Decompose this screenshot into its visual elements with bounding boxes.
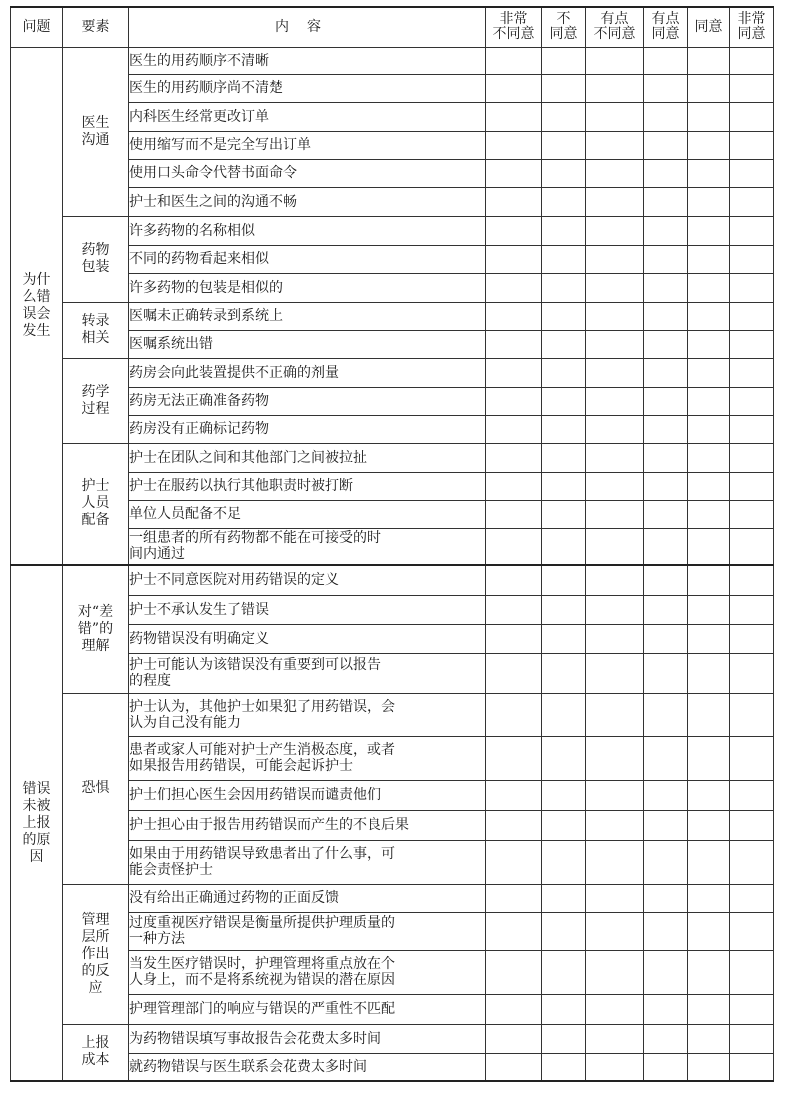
rating-cell-disagree[interactable] [542, 245, 586, 273]
item-text: 医生的用药顺序不清晰 [129, 47, 486, 74]
rating-cell-somewhat-disagree[interactable] [586, 187, 644, 216]
rating-cell-somewhat-disagree[interactable] [586, 131, 644, 159]
rating-cell-somewhat-agree[interactable] [644, 102, 688, 131]
rating-cell-agree[interactable] [688, 912, 730, 950]
rating-cell-somewhat-disagree[interactable] [586, 884, 644, 912]
rating-cell-agree[interactable] [688, 273, 730, 302]
table-row [11, 443, 774, 472]
survey-body [11, 47, 774, 1081]
header-rating-disagree: 不 同意 [542, 7, 586, 47]
rating-cell-agree[interactable] [688, 358, 730, 387]
rating-cell-somewhat-agree[interactable] [644, 273, 688, 302]
rating-cell-strongly-agree[interactable] [730, 884, 774, 912]
rating-cell-somewhat-disagree[interactable] [586, 358, 644, 387]
factor-cell: 管理 层所 作出 的反 应 [63, 884, 129, 1024]
rating-cell-somewhat-disagree[interactable] [586, 994, 644, 1024]
rating-cell-somewhat-agree[interactable] [644, 415, 688, 443]
item-text: 医嘱未正确转录到系统上 [129, 302, 486, 330]
rating-cell-disagree[interactable] [542, 500, 586, 528]
rating-cell-strongly-disagree[interactable] [486, 1053, 542, 1081]
rating-cell-strongly-disagree[interactable] [486, 500, 542, 528]
rating-cell-strongly-agree[interactable] [730, 302, 774, 330]
rating-cell-strongly-disagree[interactable] [486, 47, 542, 74]
item-text: 没有给出正确通过药物的正面反馈 [129, 884, 486, 912]
rating-cell-disagree[interactable] [542, 595, 586, 624]
table-row [11, 1024, 774, 1053]
rating-cell-somewhat-disagree[interactable] [586, 443, 644, 472]
rating-cell-agree[interactable] [688, 500, 730, 528]
factor-cell: 上报 成本 [63, 1024, 129, 1081]
rating-cell-disagree[interactable] [542, 912, 586, 950]
rating-cell-strongly-agree[interactable] [730, 500, 774, 528]
rating-cell-strongly-disagree[interactable] [486, 994, 542, 1024]
rating-cell-strongly-agree[interactable] [730, 693, 774, 736]
item-text: 许多药物的名称相似 [129, 216, 486, 245]
rating-cell-somewhat-disagree[interactable] [586, 840, 644, 884]
rating-cell-agree[interactable] [688, 595, 730, 624]
rating-cell-agree[interactable] [688, 74, 730, 102]
rating-cell-somewhat-disagree[interactable] [586, 780, 644, 810]
rating-cell-agree[interactable] [688, 102, 730, 131]
rating-cell-somewhat-disagree[interactable] [586, 693, 644, 736]
rating-cell-strongly-disagree[interactable] [486, 387, 542, 415]
table-row [11, 884, 774, 912]
rating-cell-strongly-disagree[interactable] [486, 159, 542, 187]
survey-table [10, 6, 774, 1082]
rating-cell-somewhat-agree[interactable] [644, 780, 688, 810]
rating-cell-somewhat-disagree[interactable] [586, 159, 644, 187]
rating-cell-somewhat-disagree[interactable] [586, 102, 644, 131]
rating-cell-strongly-agree[interactable] [730, 595, 774, 624]
rating-cell-somewhat-agree[interactable] [644, 840, 688, 884]
table-row [11, 302, 774, 330]
rating-cell-disagree[interactable] [542, 736, 586, 780]
rating-cell-strongly-agree[interactable] [730, 810, 774, 840]
rating-cell-strongly-disagree[interactable] [486, 443, 542, 472]
item-text: 患者或家人可能对护士产生消极态度，或者 如果报告用药错误，可能会起诉护士 [129, 736, 486, 780]
header-rating-somewhat-agree: 有点 同意 [644, 7, 688, 47]
rating-cell-strongly-disagree[interactable] [486, 472, 542, 500]
rating-cell-disagree[interactable] [542, 565, 586, 595]
rating-cell-somewhat-agree[interactable] [644, 245, 688, 273]
rating-cell-strongly-agree[interactable] [730, 443, 774, 472]
rating-cell-disagree[interactable] [542, 273, 586, 302]
rating-cell-strongly-agree[interactable] [730, 415, 774, 443]
rating-cell-somewhat-agree[interactable] [644, 131, 688, 159]
issue-cell: 为什 么错 误会 发生 [11, 47, 63, 565]
rating-cell-somewhat-agree[interactable] [644, 74, 688, 102]
item-text: 许多药物的包装是相似的 [129, 273, 486, 302]
rating-cell-strongly-disagree[interactable] [486, 810, 542, 840]
item-text: 医生的用药顺序尚不清楚 [129, 74, 486, 102]
item-text: 内科医生经常更改订单 [129, 102, 486, 131]
rating-cell-agree[interactable] [688, 1053, 730, 1081]
header-factor: 要素 [63, 7, 129, 47]
rating-cell-agree[interactable] [688, 950, 730, 994]
item-text: 就药物错误与医生联系会花费太多时间 [129, 1053, 486, 1081]
rating-cell-strongly-agree[interactable] [730, 950, 774, 994]
rating-cell-somewhat-disagree[interactable] [586, 472, 644, 500]
rating-cell-disagree[interactable] [542, 47, 586, 74]
rating-cell-strongly-disagree[interactable] [486, 780, 542, 810]
rating-cell-somewhat-agree[interactable] [644, 528, 688, 565]
rating-cell-strongly-disagree[interactable] [486, 595, 542, 624]
rating-cell-somewhat-disagree[interactable] [586, 500, 644, 528]
rating-cell-strongly-disagree[interactable] [486, 653, 542, 693]
item-text: 护士在团队之间和其他部门之间被拉扯 [129, 443, 486, 472]
rating-cell-disagree[interactable] [542, 74, 586, 102]
rating-cell-strongly-agree[interactable] [730, 472, 774, 500]
rating-cell-disagree[interactable] [542, 1024, 586, 1053]
rating-cell-strongly-disagree[interactable] [486, 245, 542, 273]
item-text: 药物错误没有明确定义 [129, 624, 486, 653]
rating-cell-somewhat-agree[interactable] [644, 912, 688, 950]
item-text: 为药物错误填写事故报告会花费太多时间 [129, 1024, 486, 1053]
rating-cell-strongly-agree[interactable] [730, 245, 774, 273]
rating-cell-strongly-disagree[interactable] [486, 415, 542, 443]
rating-cell-somewhat-disagree[interactable] [586, 653, 644, 693]
rating-cell-strongly-disagree[interactable] [486, 736, 542, 780]
rating-cell-somewhat-disagree[interactable] [586, 415, 644, 443]
rating-cell-agree[interactable] [688, 653, 730, 693]
rating-cell-disagree[interactable] [542, 330, 586, 358]
rating-cell-disagree[interactable] [542, 624, 586, 653]
table-row [11, 358, 774, 387]
header-rating-strongly-agree: 非常 同意 [730, 7, 774, 47]
rating-cell-agree[interactable] [688, 840, 730, 884]
item-text: 护士在服药以执行其他职责时被打断 [129, 472, 486, 500]
rating-cell-somewhat-agree[interactable] [644, 884, 688, 912]
rating-cell-somewhat-disagree[interactable] [586, 810, 644, 840]
rating-cell-somewhat-disagree[interactable] [586, 528, 644, 565]
rating-cell-strongly-agree[interactable] [730, 387, 774, 415]
rating-cell-somewhat-agree[interactable] [644, 187, 688, 216]
rating-cell-agree[interactable] [688, 159, 730, 187]
rating-cell-somewhat-disagree[interactable] [586, 74, 644, 102]
rating-cell-somewhat-agree[interactable] [644, 736, 688, 780]
rating-cell-somewhat-agree[interactable] [644, 810, 688, 840]
rating-cell-agree[interactable] [688, 47, 730, 74]
rating-cell-somewhat-agree[interactable] [644, 500, 688, 528]
survey-table-container [10, 6, 774, 1082]
factor-cell: 恐惧 [63, 693, 129, 884]
rating-cell-agree[interactable] [688, 736, 730, 780]
rating-cell-disagree[interactable] [542, 653, 586, 693]
rating-cell-agree[interactable] [688, 693, 730, 736]
item-text: 护理管理部门的响应与错误的严重性不匹配 [129, 994, 486, 1024]
table-row [11, 216, 774, 245]
rating-cell-strongly-agree[interactable] [730, 1024, 774, 1053]
rating-cell-strongly-disagree[interactable] [486, 565, 542, 595]
rating-cell-somewhat-disagree[interactable] [586, 950, 644, 994]
rating-cell-somewhat-disagree[interactable] [586, 216, 644, 245]
rating-cell-strongly-agree[interactable] [730, 912, 774, 950]
rating-cell-somewhat-agree[interactable] [644, 653, 688, 693]
item-text: 护士不承认发生了错误 [129, 595, 486, 624]
rating-cell-disagree[interactable] [542, 884, 586, 912]
item-text: 医嘱系统出错 [129, 330, 486, 358]
rating-cell-somewhat-disagree[interactable] [586, 736, 644, 780]
rating-cell-somewhat-disagree[interactable] [586, 1053, 644, 1081]
rating-cell-somewhat-disagree[interactable] [586, 1024, 644, 1053]
rating-cell-agree[interactable] [688, 187, 730, 216]
factor-cell: 医生 沟通 [63, 47, 129, 216]
header-issue: 问题 [11, 7, 63, 47]
rating-cell-strongly-agree[interactable] [730, 653, 774, 693]
rating-cell-strongly-agree[interactable] [730, 131, 774, 159]
item-text: 一组患者的所有药物都不能在可接受的时 间内通过 [129, 528, 486, 565]
rating-cell-somewhat-agree[interactable] [644, 1053, 688, 1081]
rating-cell-disagree[interactable] [542, 472, 586, 500]
rating-cell-strongly-agree[interactable] [730, 47, 774, 74]
rating-cell-strongly-disagree[interactable] [486, 216, 542, 245]
rating-cell-disagree[interactable] [542, 131, 586, 159]
rating-cell-disagree[interactable] [542, 102, 586, 131]
rating-cell-strongly-disagree[interactable] [486, 884, 542, 912]
rating-cell-somewhat-agree[interactable] [644, 565, 688, 595]
rating-cell-disagree[interactable] [542, 840, 586, 884]
item-text: 护士担心由于报告用药错误而产生的不良后果 [129, 810, 486, 840]
factor-cell: 转录 相关 [63, 302, 129, 358]
header-rating-strongly-disagree: 非常 不同意 [486, 7, 542, 47]
rating-cell-agree[interactable] [688, 216, 730, 245]
header-row [11, 7, 774, 47]
rating-cell-somewhat-agree[interactable] [644, 330, 688, 358]
factor-cell: 药物 包装 [63, 216, 129, 302]
rating-cell-disagree[interactable] [542, 358, 586, 387]
rating-cell-agree[interactable] [688, 330, 730, 358]
rating-cell-agree[interactable] [688, 302, 730, 330]
rating-cell-agree[interactable] [688, 1024, 730, 1053]
rating-cell-somewhat-agree[interactable] [644, 47, 688, 74]
rating-cell-strongly-agree[interactable] [730, 780, 774, 810]
rating-cell-agree[interactable] [688, 472, 730, 500]
rating-cell-somewhat-agree[interactable] [644, 216, 688, 245]
rating-cell-strongly-agree[interactable] [730, 187, 774, 216]
rating-cell-somewhat-agree[interactable] [644, 302, 688, 330]
rating-cell-disagree[interactable] [542, 443, 586, 472]
rating-cell-agree[interactable] [688, 387, 730, 415]
item-text: 使用缩写而不是完全写出订单 [129, 131, 486, 159]
rating-cell-agree[interactable] [688, 810, 730, 840]
rating-cell-strongly-disagree[interactable] [486, 74, 542, 102]
rating-cell-somewhat-disagree[interactable] [586, 565, 644, 595]
rating-cell-disagree[interactable] [542, 216, 586, 245]
rating-cell-strongly-agree[interactable] [730, 102, 774, 131]
rating-cell-strongly-disagree[interactable] [486, 330, 542, 358]
rating-cell-disagree[interactable] [542, 810, 586, 840]
rating-cell-somewhat-agree[interactable] [644, 624, 688, 653]
rating-cell-strongly-disagree[interactable] [486, 187, 542, 216]
rating-cell-disagree[interactable] [542, 187, 586, 216]
item-text: 护士认为，其他护士如果犯了用药错误，会 认为自己没有能力 [129, 693, 486, 736]
rating-cell-strongly-disagree[interactable] [486, 302, 542, 330]
rating-cell-strongly-agree[interactable] [730, 216, 774, 245]
rating-cell-somewhat-agree[interactable] [644, 358, 688, 387]
rating-cell-disagree[interactable] [542, 302, 586, 330]
rating-cell-strongly-agree[interactable] [730, 1053, 774, 1081]
rating-cell-disagree[interactable] [542, 780, 586, 810]
item-text: 护士和医生之间的沟通不畅 [129, 187, 486, 216]
rating-cell-somewhat-disagree[interactable] [586, 595, 644, 624]
rating-cell-agree[interactable] [688, 528, 730, 565]
rating-cell-agree[interactable] [688, 780, 730, 810]
rating-cell-strongly-agree[interactable] [730, 565, 774, 595]
rating-cell-strongly-agree[interactable] [730, 736, 774, 780]
rating-cell-strongly-disagree[interactable] [486, 102, 542, 131]
factor-cell: 护士 人员 配备 [63, 443, 129, 565]
rating-cell-strongly-agree[interactable] [730, 528, 774, 565]
rating-cell-somewhat-disagree[interactable] [586, 273, 644, 302]
header-rating-agree: 同意 [688, 7, 730, 47]
rating-cell-strongly-disagree[interactable] [486, 528, 542, 565]
rating-cell-disagree[interactable] [542, 693, 586, 736]
rating-cell-somewhat-agree[interactable] [644, 387, 688, 415]
item-text: 如果由于用药错误导致患者出了什么事，可 能会责怪护士 [129, 840, 486, 884]
rating-cell-disagree[interactable] [542, 528, 586, 565]
item-text: 单位人员配备不足 [129, 500, 486, 528]
rating-cell-disagree[interactable] [542, 950, 586, 994]
rating-cell-strongly-agree[interactable] [730, 624, 774, 653]
rating-cell-agree[interactable] [688, 565, 730, 595]
rating-cell-somewhat-agree[interactable] [644, 693, 688, 736]
header-content: 内容 [129, 7, 486, 47]
rating-cell-strongly-agree[interactable] [730, 330, 774, 358]
rating-cell-somewhat-agree[interactable] [644, 159, 688, 187]
table-row [11, 565, 774, 595]
item-text: 当发生医疗错误时，护理管理将重点放在个 人身上，而不是将系统视为错误的潜在原因 [129, 950, 486, 994]
rating-cell-somewhat-agree[interactable] [644, 1024, 688, 1053]
rating-cell-strongly-disagree[interactable] [486, 840, 542, 884]
rating-cell-somewhat-disagree[interactable] [586, 302, 644, 330]
rating-cell-strongly-agree[interactable] [730, 994, 774, 1024]
rating-cell-strongly-disagree[interactable] [486, 131, 542, 159]
rating-cell-strongly-disagree[interactable] [486, 358, 542, 387]
item-text: 药房无法正确准备药物 [129, 387, 486, 415]
rating-cell-strongly-agree[interactable] [730, 840, 774, 884]
rating-cell-disagree[interactable] [542, 994, 586, 1024]
rating-cell-somewhat-disagree[interactable] [586, 387, 644, 415]
rating-cell-strongly-agree[interactable] [730, 74, 774, 102]
rating-cell-agree[interactable] [688, 624, 730, 653]
item-text: 药房没有正确标记药物 [129, 415, 486, 443]
item-text: 护士们担心医生会因用药错误而谴责他们 [129, 780, 486, 810]
rating-cell-strongly-agree[interactable] [730, 273, 774, 302]
rating-cell-strongly-agree[interactable] [730, 159, 774, 187]
rating-cell-strongly-disagree[interactable] [486, 624, 542, 653]
rating-cell-somewhat-disagree[interactable] [586, 624, 644, 653]
rating-cell-strongly-disagree[interactable] [486, 1024, 542, 1053]
rating-cell-somewhat-agree[interactable] [644, 472, 688, 500]
item-text: 使用口头命令代替书面命令 [129, 159, 486, 187]
rating-cell-strongly-disagree[interactable] [486, 950, 542, 994]
rating-cell-somewhat-agree[interactable] [644, 595, 688, 624]
factor-cell: 药学 过程 [63, 358, 129, 443]
table-row [11, 47, 774, 74]
rating-cell-somewhat-agree[interactable] [644, 994, 688, 1024]
rating-cell-somewhat-disagree[interactable] [586, 912, 644, 950]
table-row [11, 693, 774, 736]
rating-cell-somewhat-disagree[interactable] [586, 47, 644, 74]
rating-cell-somewhat-agree[interactable] [644, 950, 688, 994]
rating-cell-agree[interactable] [688, 245, 730, 273]
rating-cell-strongly-disagree[interactable] [486, 273, 542, 302]
rating-cell-disagree[interactable] [542, 1053, 586, 1081]
rating-cell-agree[interactable] [688, 443, 730, 472]
header-rating-somewhat-disagree: 有点 不同意 [586, 7, 644, 47]
rating-cell-agree[interactable] [688, 131, 730, 159]
rating-cell-agree[interactable] [688, 884, 730, 912]
rating-cell-disagree[interactable] [542, 159, 586, 187]
item-text: 护士不同意医院对用药错误的定义 [129, 565, 486, 595]
item-text: 过度重视医疗错误是衡量所提供护理质量的 一种方法 [129, 912, 486, 950]
rating-cell-agree[interactable] [688, 415, 730, 443]
issue-cell: 错误 未被 上报 的原 因 [11, 565, 63, 1081]
item-text: 药房会向此装置提供不正确的剂量 [129, 358, 486, 387]
factor-cell: 对“差 错”的 理解 [63, 565, 129, 693]
rating-cell-strongly-agree[interactable] [730, 358, 774, 387]
rating-cell-somewhat-disagree[interactable] [586, 245, 644, 273]
item-text: 护士可能认为该错误没有重要到可以报告 的程度 [129, 653, 486, 693]
rating-cell-somewhat-agree[interactable] [644, 443, 688, 472]
rating-cell-strongly-disagree[interactable] [486, 912, 542, 950]
rating-cell-somewhat-disagree[interactable] [586, 330, 644, 358]
rating-cell-strongly-disagree[interactable] [486, 693, 542, 736]
rating-cell-disagree[interactable] [542, 415, 586, 443]
rating-cell-agree[interactable] [688, 994, 730, 1024]
rating-cell-disagree[interactable] [542, 387, 586, 415]
item-text: 不同的药物看起来相似 [129, 245, 486, 273]
